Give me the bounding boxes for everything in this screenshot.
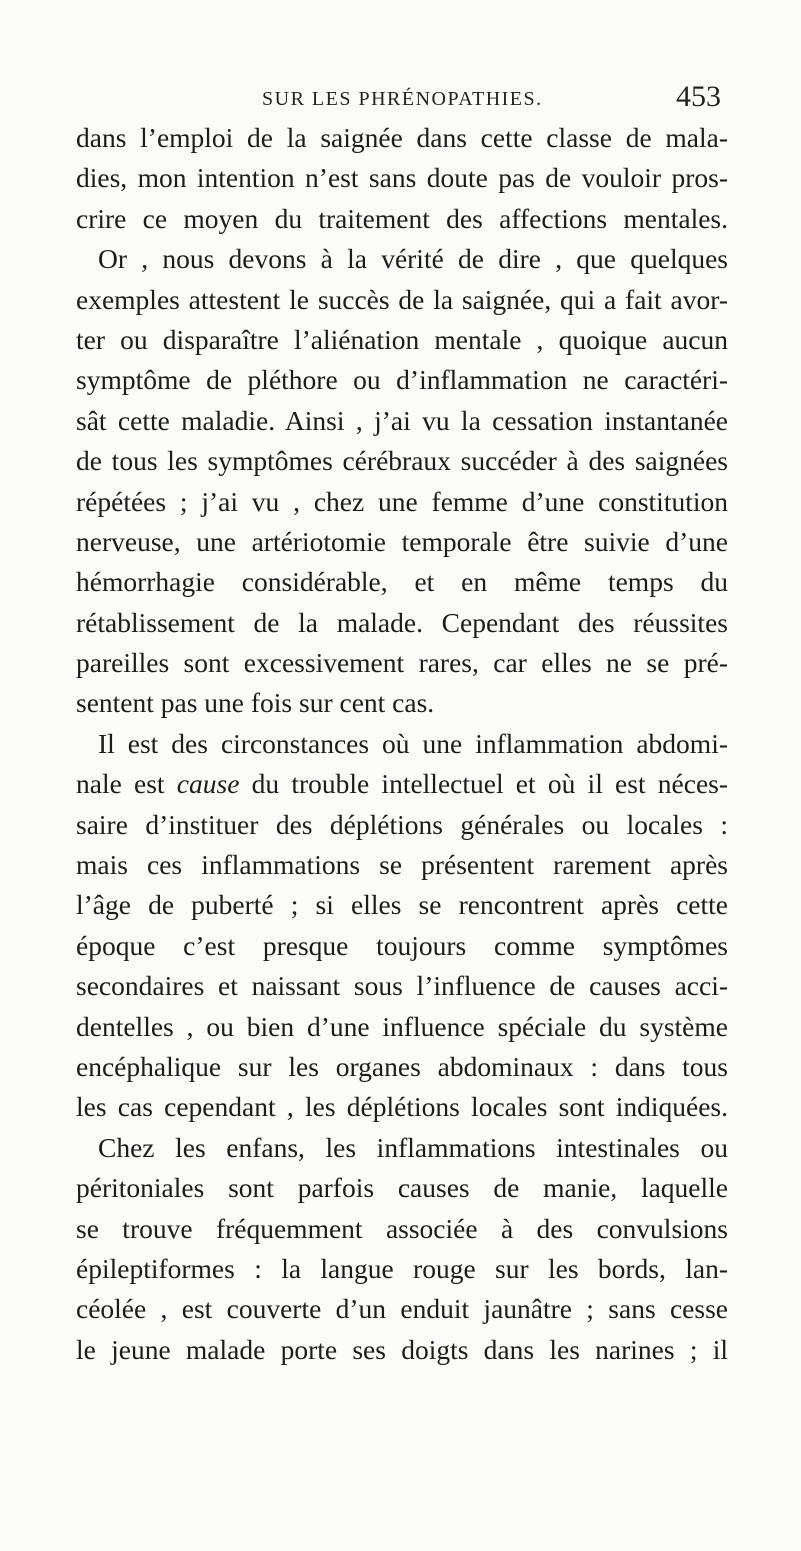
text-line: dies, mon intention n’est sans doute pas de vouloir pros- xyxy=(76,162,728,194)
text-line: pareilles sont excessivement rares, car elles ne se pré- xyxy=(76,647,728,679)
text-line: de tous les symptômes cérébraux succéder à des saignées xyxy=(76,445,728,477)
text-line: symptôme de pléthore ou d’inflammation ne caractéri- xyxy=(76,364,728,396)
text-line: l’âge de puberté ; si elles se rencontrent après cette xyxy=(76,889,728,921)
text-line: péritoniales sont parfois causes de manie, laquelle xyxy=(76,1172,728,1204)
text-line: les cas cependant , les déplétions locales sont indiquées. xyxy=(76,1091,728,1123)
text-line: Chez les enfans, les inflammations intestinales ou xyxy=(98,1131,728,1163)
text-line: hémorrhagie considérable, et en même temps du xyxy=(76,566,728,598)
text-line: saire d’instituer des déplétions générales ou locales : xyxy=(76,808,728,840)
text-line: nerveuse, une artériotomie temporale être suivie d’une xyxy=(76,525,728,557)
page-number: 453 xyxy=(676,80,721,113)
text-line: se trouve fréquemment associée à des convulsions xyxy=(76,1212,728,1244)
running-head: SUR LES PHRÉNOPATHIES. xyxy=(262,88,543,110)
text-fragment: nale est xyxy=(76,768,165,800)
page-header xyxy=(0,80,801,116)
text-line xyxy=(76,764,728,804)
text-line: crire ce moyen du traitement des affections mentales. xyxy=(76,202,728,234)
text-line: le jeune malade porte ses doigts dans les narines ; il xyxy=(76,1333,728,1365)
text-line: rétablissement de la malade. Cependant des réussites xyxy=(76,606,728,638)
text-line: Or , nous devons à la vérité de dire , que quelques xyxy=(98,243,728,275)
text-line: Il est des circonstances où une inflammation abdomi- xyxy=(98,727,728,759)
text-line: sât cette maladie. Ainsi , j’ai vu la cessation instantanée xyxy=(76,404,728,436)
text-line: mais ces inflammations se présentent rarement après xyxy=(76,849,728,881)
text-line: encéphalique sur les organes abdominaux : dans tous xyxy=(76,1050,728,1082)
text-line: céolée , est couverte d’un enduit jaunâtre ; sans cesse xyxy=(76,1293,728,1325)
text-line: sentent pas une fois sur cent cas. xyxy=(76,687,435,719)
text-line: répétées ; j’ai vu , chez une femme d’une constitution xyxy=(76,485,728,517)
text-line: épileptiformes : la langue rouge sur les bords, lan- xyxy=(76,1252,728,1284)
text-line: dentelles , ou bien d’une influence spéciale du système xyxy=(76,1010,728,1042)
text-line: époque c’est presque toujours comme symptômes xyxy=(76,929,728,961)
text-fragment: du trouble intellectuel et où il est néces- xyxy=(251,768,728,800)
text-line: secondaires et naissant sous l’influence de causes acci- xyxy=(76,970,728,1002)
italic-word: cause xyxy=(176,768,240,800)
body-text xyxy=(76,118,728,1370)
text-line: exemples attestent le succès de la saignée, qui a fait avor- xyxy=(76,283,728,315)
text-line: dans l’emploi de la saignée dans cette classe de mala- xyxy=(76,122,728,153)
text-line: ter ou disparaître l’aliénation mentale , quoique aucun xyxy=(76,323,728,355)
